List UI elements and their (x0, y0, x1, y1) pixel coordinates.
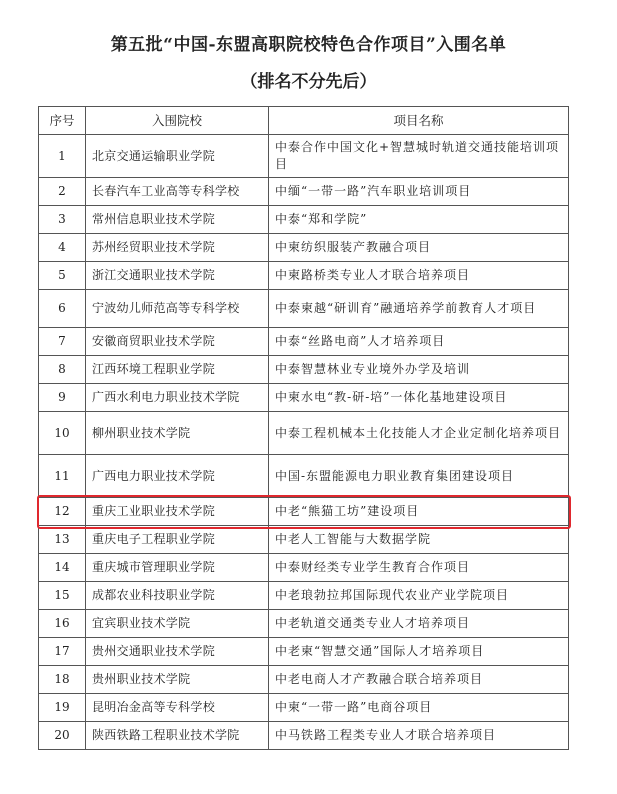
row-school: 江西环境工程职业学院 (86, 356, 269, 384)
row-school: 浙江交通职业技术学院 (86, 262, 269, 290)
table-row (39, 290, 569, 328)
header-number: 序号 (39, 107, 86, 135)
row-number: 14 (39, 554, 86, 582)
row-project: 中泰智慧林业专业境外办学及培训 (269, 356, 569, 384)
row-number: 6 (39, 290, 86, 328)
row-school: 柳州职业技术学院 (86, 412, 269, 455)
row-number: 4 (39, 234, 86, 262)
row-project: 中泰柬越“研训育”融通培养学前教育人才项目 (269, 290, 569, 328)
row-number: 20 (39, 722, 86, 750)
row-school: 广西水利电力职业技术学院 (86, 384, 269, 412)
row-school: 长春汽车工业高等专科学校 (86, 178, 269, 206)
row-school: 重庆城市管理职业学院 (86, 554, 269, 582)
row-school: 重庆工业职业技术学院 (86, 498, 269, 526)
table-row (39, 412, 569, 455)
table-row (39, 328, 569, 356)
row-project: 中老人工智能与大数据学院 (269, 526, 569, 554)
row-project: 中泰“丝路电商”人才培养项目 (269, 328, 569, 356)
row-project: 中马铁路工程类专业人才联合培养项目 (269, 722, 569, 750)
row-project: 中泰“郑和学院” (269, 206, 569, 234)
row-number: 15 (39, 582, 86, 610)
row-school: 昆明冶金高等专科学校 (86, 694, 269, 722)
row-school: 安徽商贸职业技术学院 (86, 328, 269, 356)
row-school: 北京交通运输职业学院 (86, 135, 269, 178)
table-row (39, 455, 569, 498)
row-school: 宁波幼儿师范高等专科学校 (86, 290, 269, 328)
row-project: 中泰合作中国文化+智慧城时轨道交通技能培训项目 (269, 135, 569, 178)
table-row (39, 384, 569, 412)
shortlist-table-container (38, 106, 568, 750)
row-project: 中老“熊猫工坊”建设项目 (269, 498, 569, 526)
row-number: 16 (39, 610, 86, 638)
table-row (39, 694, 569, 722)
table-header-row (39, 107, 569, 135)
table-row-highlighted (39, 498, 569, 526)
table-row (39, 135, 569, 178)
row-number: 7 (39, 328, 86, 356)
header-project: 项目名称 (269, 107, 569, 135)
table-row (39, 234, 569, 262)
row-school: 宜宾职业技术学院 (86, 610, 269, 638)
table-row (39, 722, 569, 750)
row-project: 中柬“一带一路”电商谷项目 (269, 694, 569, 722)
row-number: 3 (39, 206, 86, 234)
row-number: 11 (39, 455, 86, 498)
page-title: 第五批“中国-东盟高职院校特色合作项目”入围名单 (110, 35, 507, 55)
row-number: 5 (39, 262, 86, 290)
row-project: 中老轨道交通类专业人才培养项目 (269, 610, 569, 638)
row-school: 贵州职业技术学院 (86, 666, 269, 694)
table-row (39, 178, 569, 206)
table-row (39, 262, 569, 290)
row-number: 13 (39, 526, 86, 554)
row-school: 贵州交通职业技术学院 (86, 638, 269, 666)
row-project: 中泰财经类专业学生教育合作项目 (269, 554, 569, 582)
row-project: 中老电商人才产教融合联合培养项目 (269, 666, 569, 694)
table-row (39, 554, 569, 582)
row-school: 重庆电子工程职业学院 (86, 526, 269, 554)
row-number: 10 (39, 412, 86, 455)
row-school: 成都农业科技职业学院 (86, 582, 269, 610)
row-project: 中泰工程机械本土化技能人才企业定制化培养项目 (269, 412, 569, 455)
row-number: 8 (39, 356, 86, 384)
row-project: 中国-东盟能源电力职业教育集团建设项目 (269, 455, 569, 498)
row-project: 中缅“一带一路”汽车职业培训项目 (269, 178, 569, 206)
row-project: 中柬纺织服装产教融合项目 (269, 234, 569, 262)
row-project: 中柬水电“教-研-培”一体化基地建设项目 (269, 384, 569, 412)
row-school: 陕西铁路工程职业技术学院 (86, 722, 269, 750)
row-school: 常州信息职业技术学院 (86, 206, 269, 234)
table-row (39, 206, 569, 234)
row-number: 9 (39, 384, 86, 412)
row-number: 17 (39, 638, 86, 666)
row-number: 12 (39, 498, 86, 526)
header-school: 入围院校 (86, 107, 269, 135)
row-number: 19 (39, 694, 86, 722)
table-row (39, 526, 569, 554)
row-project: 中老柬“智慧交通”国际人才培养项目 (269, 638, 569, 666)
row-school: 苏州经贸职业技术学院 (86, 234, 269, 262)
table-row (39, 610, 569, 638)
table-row (39, 666, 569, 694)
row-school: 广西电力职业技术学院 (86, 455, 269, 498)
row-project: 中老琅勃拉邦国际现代农业产业学院项目 (269, 582, 569, 610)
table-row (39, 638, 569, 666)
row-number: 1 (39, 135, 86, 178)
row-number: 2 (39, 178, 86, 206)
table-row (39, 582, 569, 610)
table-row (39, 356, 569, 384)
page-subtitle: （排名不分先后） (240, 72, 377, 92)
row-project: 中柬路桥类专业人才联合培养项目 (269, 262, 569, 290)
row-number: 18 (39, 666, 86, 694)
shortlist-table (38, 106, 569, 750)
